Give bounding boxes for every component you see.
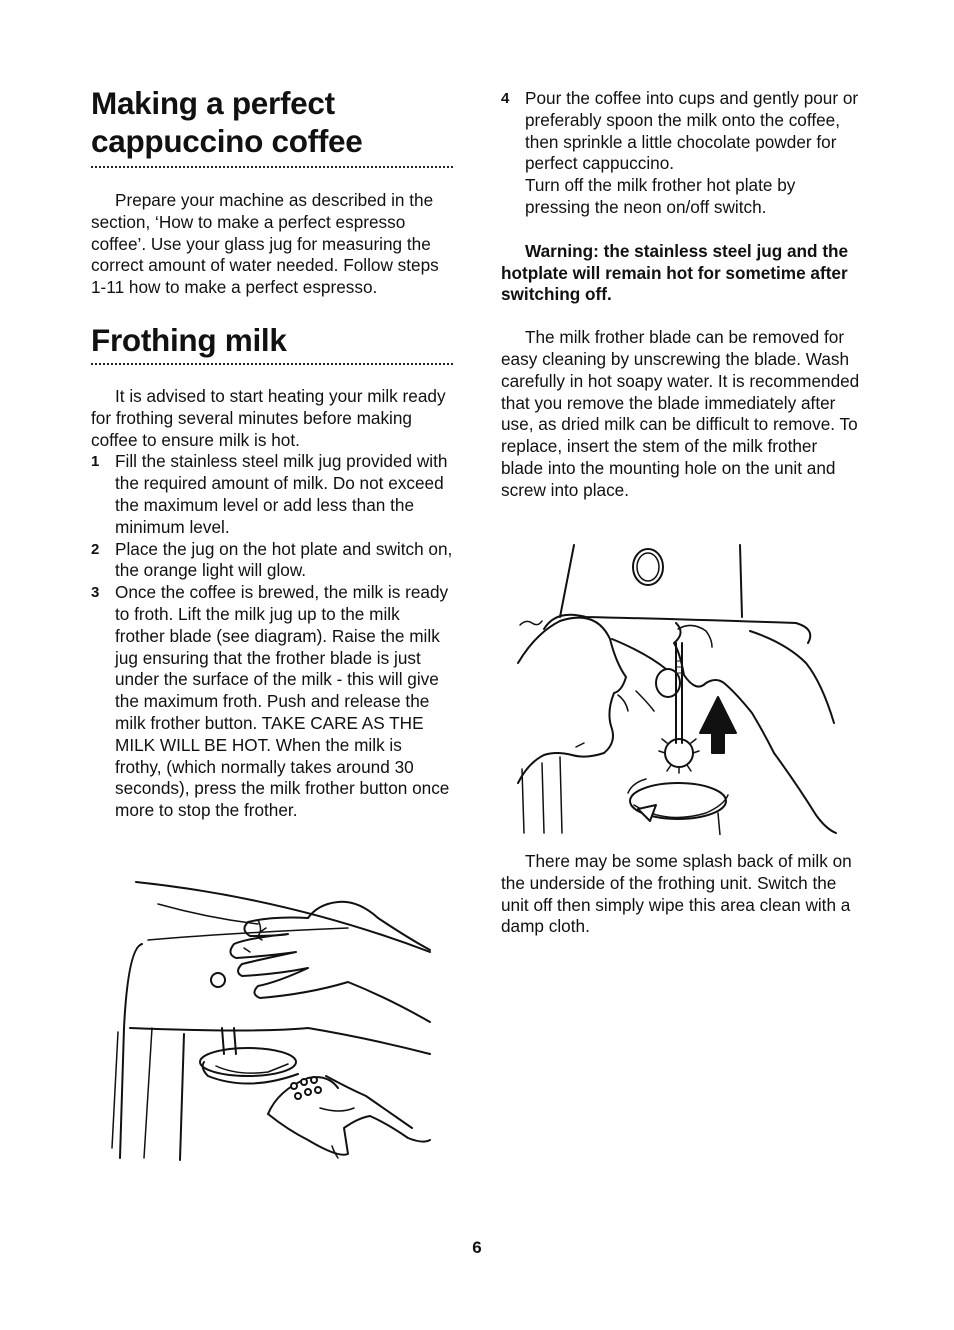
frothing-steps-continued	[501, 88, 863, 219]
title-divider	[91, 166, 453, 168]
step-text: Pour the coffee into cups and gently pour or preferably spoon the milk onto the coffee, then sprinkle a little chocolate powder for perfect cappuccino.	[525, 88, 859, 174]
page-number: 6	[472, 1238, 482, 1257]
frothing-steps	[91, 451, 453, 822]
step-2	[91, 539, 453, 583]
step-1	[91, 451, 453, 538]
step-text: Fill the stainless steel milk jug provided with the required amount of milk. Do not exceed the maximum level or add less than the minimum level.	[115, 451, 448, 537]
hot-warning: Warning: the stainless steel jug and the hotplate will remain hot for sometime after switching off.	[501, 240, 849, 305]
step-text: Place the jug on the hot plate and switch on, the orange light will glow.	[115, 538, 453, 581]
frothing-illustration	[108, 878, 438, 1168]
blade-removal-illustration	[516, 543, 842, 835]
cappuccino-intro: Prepare your machine as described in the section, ‘How to make a perfect espresso coffee’. Use your glass jug for measuring the correct amount of water needed. Follow steps 1-11 how to make a perfect espresso.	[91, 190, 439, 298]
cappuccino-title-line2: cappuccino coffee	[91, 123, 363, 159]
frothing-title: Frothing milk	[91, 321, 287, 358]
cappuccino-title-line1: Making a perfect	[91, 85, 335, 121]
step-text-continued: Turn off the milk frother hot plate by pressing the neon on/off switch.	[525, 175, 796, 217]
step-number: 2	[91, 540, 100, 558]
right-column	[501, 88, 863, 502]
step-3	[91, 582, 453, 822]
cappuccino-title	[91, 84, 453, 160]
step-number: 4	[501, 90, 510, 107]
frothing-intro: It is advised to start heating your milk ready for frothing several minutes before making coffee to ensure milk is hot.	[91, 385, 446, 450]
left-column	[91, 84, 453, 822]
step-number: 3	[91, 584, 100, 602]
step-number: 1	[91, 453, 100, 471]
step-4	[501, 88, 863, 219]
cleaning-paragraph: The milk frother blade can be removed for easy cleaning by unscrewing the blade. Wash carefully in hot soapy water. It is recommended that you remove the blade immediately after use, as dried milk can be difficult to remove. To replace, insert the stem of the milk frother blade into the mounting hole on the unit and screw into place.	[501, 327, 860, 500]
frothing-divider	[91, 363, 453, 365]
splash-paragraph: There may be some splash back of milk on the underside of the frothing unit. Switch the unit off then simply wipe this area clean with a damp cloth.	[501, 851, 852, 937]
step-text: Once the coffee is brewed, the milk is ready to froth. Lift the milk jug up to the milk frother blade (see diagram). Raise the milk jug ensuring that the frother blade is just under the surface of the milk - this will give the maximum froth. Push and release the milk frother button. TAKE CARE AS THE MILK WILL BE HOT. When the milk is frothy, (which normally takes around 30 seconds), press the milk frother button once more to stop the frother.	[115, 582, 450, 821]
